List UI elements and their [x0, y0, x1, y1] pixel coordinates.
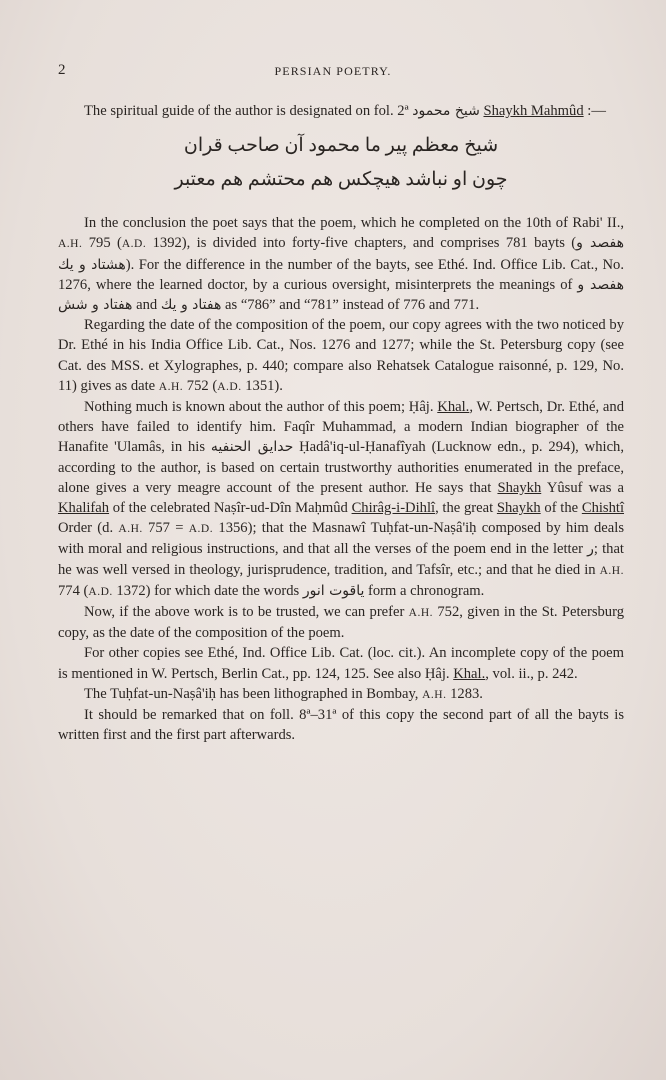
text: 752 (	[183, 377, 218, 394]
arabic-name: شیخ محمود	[412, 103, 480, 119]
text: 757 =	[142, 520, 189, 537]
text: The Tuḥfat-un-Naṣâ'iḥ has been lithographed in Bombay,	[84, 685, 423, 702]
text: 1372) for which date the words	[112, 582, 303, 599]
verse-line-2: چون او نباشد هیچکس هم محتشم هم معتبر	[174, 169, 508, 191]
text: as “786” and “781” instead of 776 and 771.	[221, 297, 480, 314]
paragraph-author	[58, 397, 624, 602]
text: , vol. ii., p. 242.	[485, 665, 578, 682]
paragraph-conclusion	[58, 213, 624, 315]
arabic-phrase: هفتاد و یك	[160, 297, 222, 314]
paragraph-copies	[58, 643, 624, 683]
text: of the celebrated Naṣîr-ud-Dîn Maḥmûd	[109, 500, 352, 517]
text: 774 (	[58, 582, 89, 599]
text: Order (d.	[58, 520, 119, 537]
era: A.H.	[422, 688, 447, 701]
era: A.D.	[217, 380, 242, 393]
paragraph-lithograph	[58, 684, 624, 705]
page-header	[0, 62, 666, 82]
underlined-name: Chirâg-i-Dihlî	[351, 500, 436, 517]
text: of the	[540, 500, 582, 517]
text: , the great	[435, 500, 497, 517]
text: , W. Pertsch, Dr. Ethé, and others have failed to identify him. Faqîr Muhammad, a modern Indian biographer of the Hanafite 'Ulamâs, in his	[58, 399, 624, 456]
author-name: Shaykh Mahmûd	[483, 103, 584, 119]
text: 1392), is divided into forty-five chapters, and comprises 781 bayts (	[146, 235, 577, 252]
running-title: PERSIAN POETRY.	[274, 64, 392, 78]
text: 1283.	[446, 685, 483, 702]
era: A.D.	[88, 585, 113, 598]
arabic-letter: ر	[587, 541, 594, 558]
text: In the conclusion the poet says that the poem, which he completed on the 10th of Rabi' II.,	[84, 215, 624, 232]
underlined-name: Chishtî	[581, 500, 625, 517]
text: Regarding the date of the composition of the poem, our copy agrees with the two noticed by Dr. Ethé in his India Office Lib. Cat., Nos. 1276 and 1277; while the St. Petersburg copy (see Cat. des MSS. et Xylographes, p. 440; compare also Rehatsek Catalogue raisonné, p. 129, No. 11) gives as date	[58, 317, 624, 394]
text: and	[132, 297, 161, 314]
paragraph-remark: It should be remarked that on foll. 8ª–31ª of this copy the second part of all the bayts is written first and the first part afterwards.	[58, 707, 624, 744]
arabic-phrase: هفصد و هفتاد و شش	[58, 276, 624, 314]
underlined-name: Khalifah	[58, 500, 110, 517]
paragraph-preference	[58, 602, 624, 643]
underlined-name: Khal.	[437, 399, 470, 416]
paragraph-date	[58, 315, 624, 397]
text: Yûsuf was a	[541, 479, 625, 496]
era: A.H.	[118, 523, 143, 536]
arabic-title: حدایق الحنفیه	[210, 439, 294, 456]
era: A.D.	[121, 238, 147, 251]
text: ; that he was well versed in theology, jurisprudence, tradition, and Tafsîr, etc.; and that he died in	[58, 541, 624, 578]
text: ). For the difference in the number of the bayts, see Ethé. Ind. Office Lib. Cat., No. 1276, where the learned doctor, by a curious oversight, misinterprets the meanings of	[58, 256, 624, 293]
persian-verse	[58, 129, 624, 197]
intro-paragraph	[58, 101, 624, 121]
underlined-name: Shaykh	[496, 500, 541, 517]
text: Nothing much is known about the author of this poem; Ḥâj.	[84, 399, 438, 416]
text: Ḥadâ'iq-ul-Ḥanafîyah (Lucknow edn., p. 294), which, according to the author, is based on certain trustworthy authorities enumerated in the preface, alone gives a very meagre account of the present author. He says that	[58, 439, 624, 496]
underlined-name: Khal.	[453, 665, 486, 682]
arabic-chronogram: یاقوت انور	[302, 582, 365, 599]
text: 1356); that the Masnawî Tuḥfat-un-Naṣâ'iḥ composed by him deals with moral and religious instructions, and that all the verses of the poem end in the letter	[58, 520, 624, 558]
underlined-name: Shaykh	[497, 479, 542, 496]
text: 795 (	[82, 235, 122, 252]
text: 752, given in the St. Petersburg copy, as the date of the composition of the poem.	[58, 604, 624, 642]
text: For other copies see Ethé, Ind. Office Lib. Cat. (loc. cit.). An incomplete copy of the poem is mentioned in W. Pertsch, Berlin Cat., pp. 124, 125. See also Ḥâj.	[58, 645, 624, 682]
text: form a chronogram.	[364, 582, 485, 599]
era: A.H.	[158, 380, 184, 393]
body-text	[58, 101, 624, 745]
intro-tail: :—	[587, 103, 606, 119]
intro-text: The spiritual guide of the author is designated on fol. 2ª	[84, 103, 409, 119]
arabic-phrase: هفصد و هشتاد و یك	[58, 235, 624, 273]
era: A.H.	[58, 238, 83, 251]
era: A.H.	[408, 607, 434, 620]
era: A.D.	[188, 523, 214, 536]
verse-line-1: شیخ معظم پیر ما محمود آن صاحب قران	[183, 135, 499, 157]
era: A.H.	[599, 564, 624, 577]
page-number: 2	[58, 62, 66, 78]
text: Now, if the above work is to be trusted, we can prefer	[84, 604, 409, 621]
text: 1351).	[241, 377, 283, 394]
